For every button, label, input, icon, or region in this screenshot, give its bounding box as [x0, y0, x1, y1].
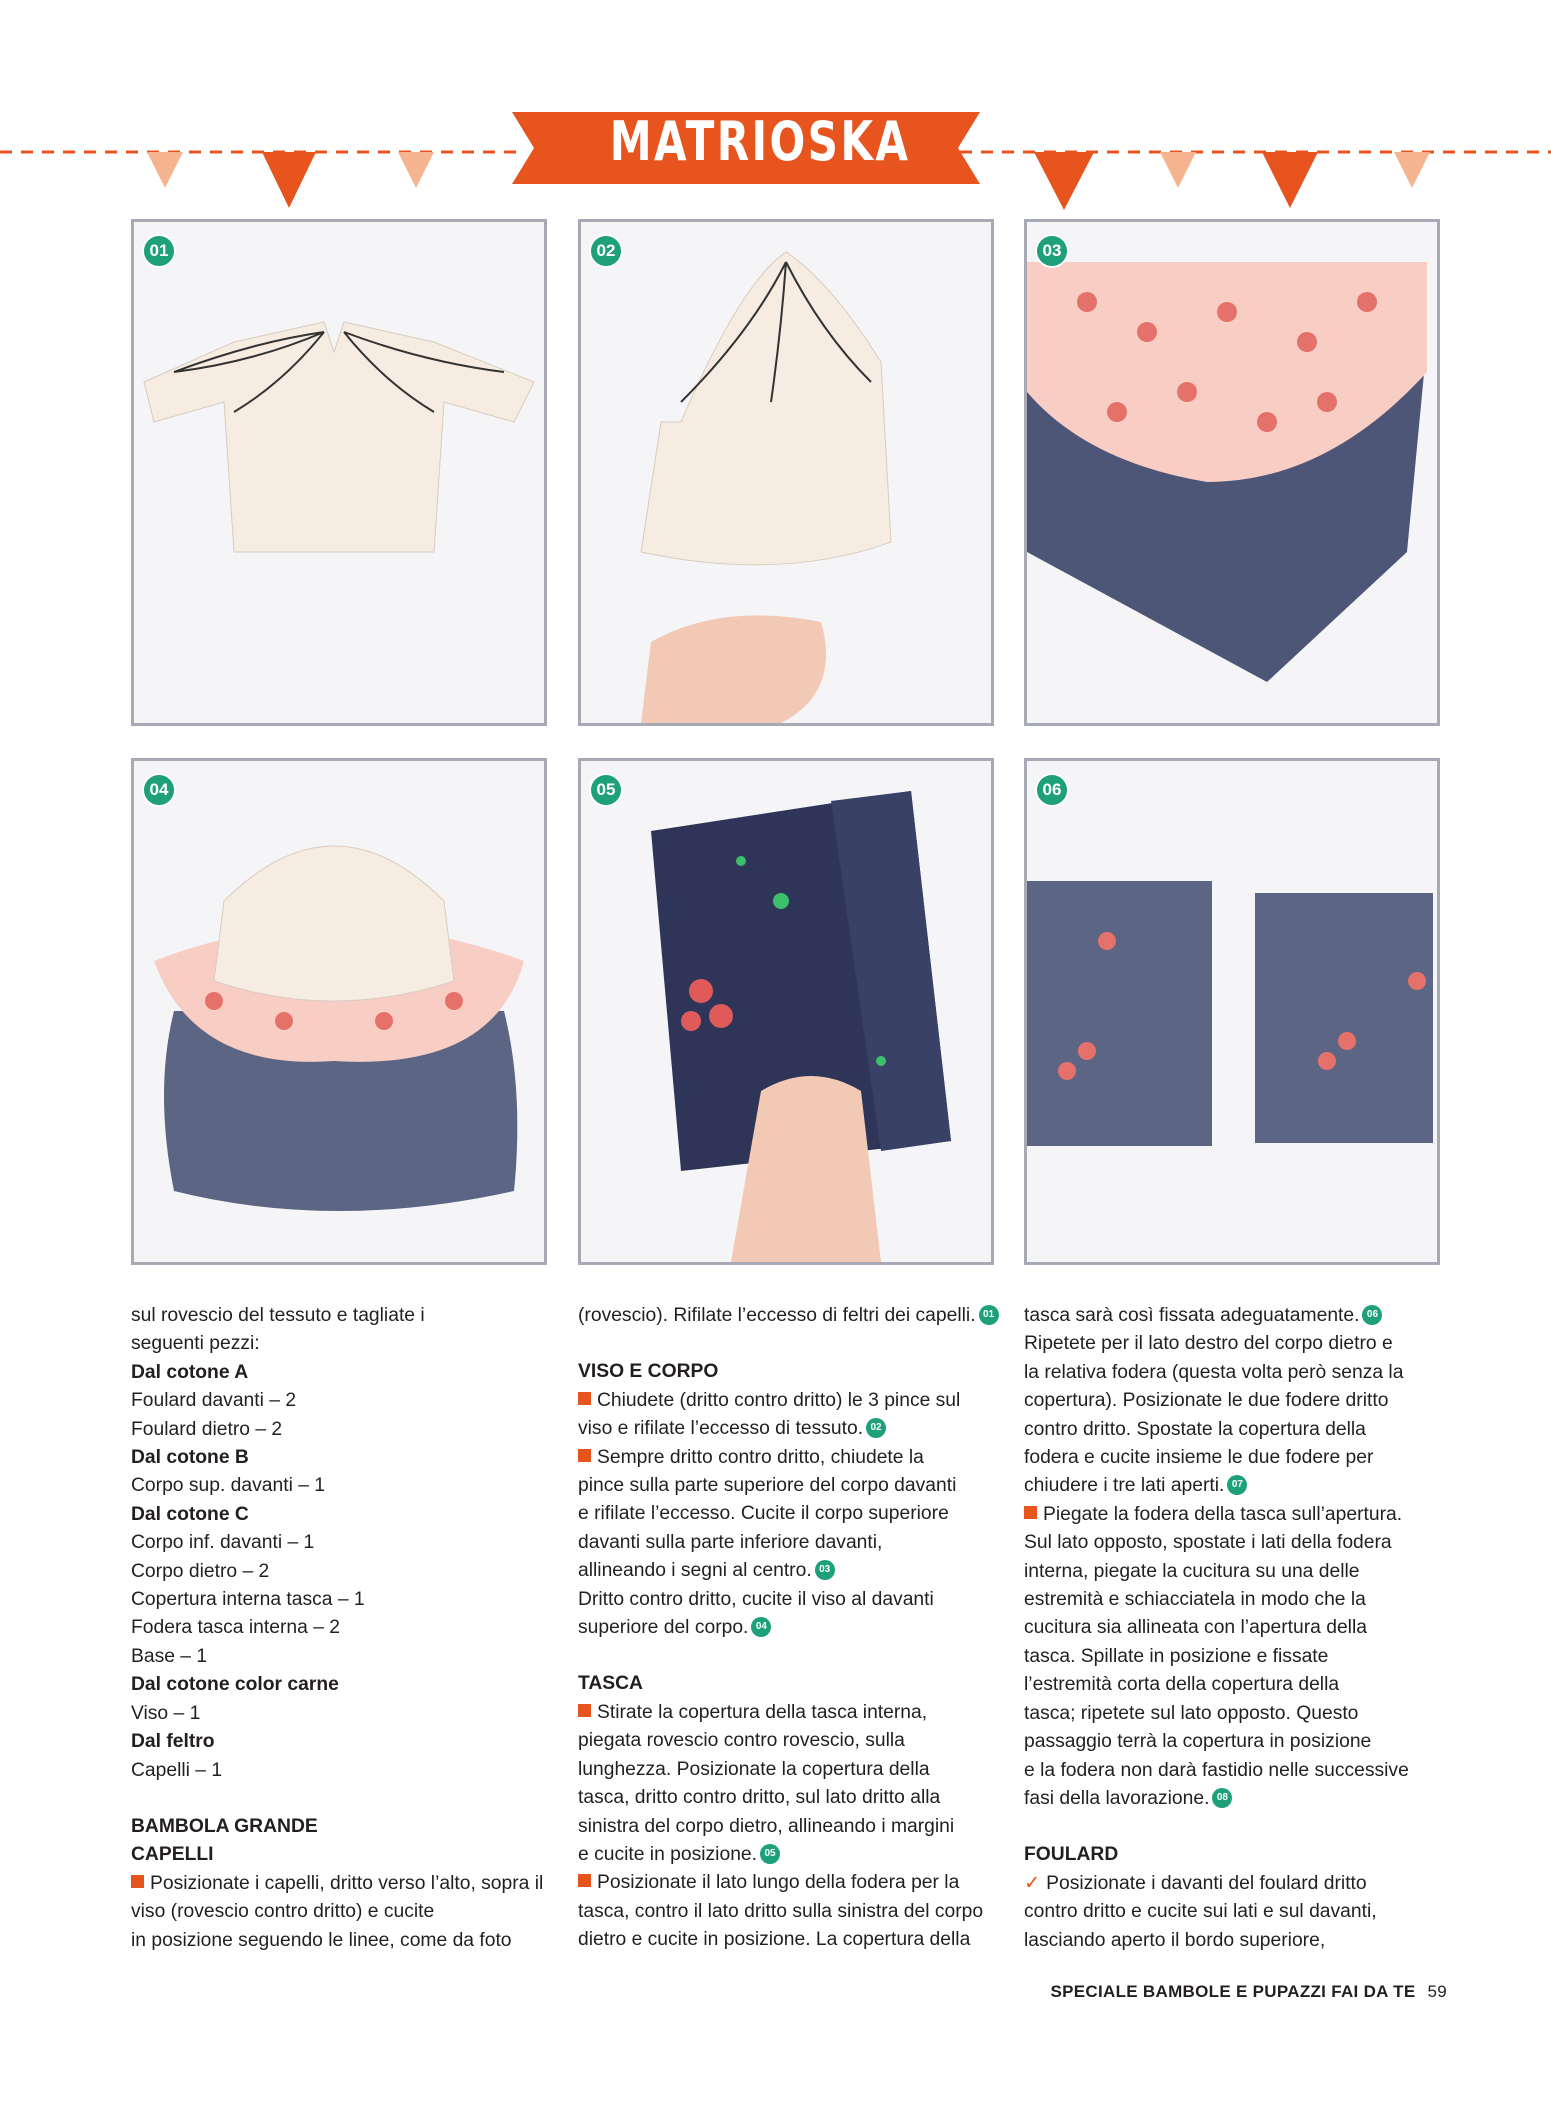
material-heading: Dal cotone C: [131, 1503, 249, 1525]
text-line: Capelli – 1: [131, 1759, 223, 1781]
text-line: Corpo sup. davanti – 1: [131, 1475, 326, 1497]
page-title: MATRIOSKA: [609, 110, 911, 173]
text-line: dietro e cucite in posizione. La copertura della: [578, 1929, 971, 1951]
text-line: lasciando aperto il bordo superiore,: [1024, 1929, 1326, 1951]
text-line: tasca; ripetete sul lato opposto. Questo: [1024, 1702, 1359, 1724]
text-line: Copertura interna tasca – 1: [131, 1589, 365, 1611]
photo-step-05: [578, 758, 994, 1265]
step-ref-badge: 08: [1212, 1788, 1232, 1808]
step-badge: 05: [589, 773, 623, 807]
text-column-1: [131, 1302, 561, 1955]
text-line: viso e rifilate l’eccesso di tessuto.: [578, 1418, 864, 1440]
text-line: Viso – 1: [131, 1702, 201, 1724]
text-line: allineando i segni al centro.: [578, 1560, 812, 1582]
text-line: Posizionate i davanti del foulard dritto: [1046, 1872, 1367, 1894]
text-line: Fodera tasca interna – 2: [131, 1617, 341, 1639]
text-line: sinistra del corpo dietro, allineando i margini: [578, 1815, 955, 1837]
photo-step-03: [1024, 219, 1440, 726]
text-line: lunghezza. Posizionate la copertura della: [578, 1758, 930, 1780]
bullet-square-icon: [131, 1875, 144, 1888]
text-line: interna, piegate la cucitura su una delle: [1024, 1560, 1360, 1582]
text-column-2: [578, 1302, 1008, 1955]
text-line: tasca sarà così fissata adeguatamente.: [1024, 1305, 1360, 1326]
step-ref-badge: 03: [815, 1560, 835, 1580]
step-ref-badge: 01: [979, 1305, 999, 1325]
text-line: Sempre dritto contro dritto, chiudete la: [597, 1446, 924, 1468]
text-line: superiore del corpo.: [578, 1617, 749, 1639]
text-line: (rovescio). Rifilate l’eccesso di feltri dei capelli.: [578, 1305, 976, 1326]
step-badge: 03: [1035, 234, 1069, 268]
checkmark-icon: ✓: [1024, 1872, 1041, 1894]
text-line: Corpo inf. davanti – 1: [131, 1532, 315, 1554]
text-line: pince sulla parte superiore del corpo davanti: [578, 1475, 957, 1497]
material-heading: Dal feltro: [131, 1731, 215, 1753]
text-line: sul rovescio del tessuto e tagliate i: [131, 1305, 425, 1326]
step-ref-badge: 06: [1362, 1305, 1382, 1325]
text-line: la relativa fodera (questa volta però senza la: [1024, 1361, 1404, 1383]
text-line: copertura). Posizionate le due fodere dritto: [1024, 1390, 1389, 1412]
section-heading: FOULARD: [1024, 1844, 1119, 1866]
step-badge: 01: [142, 234, 176, 268]
material-heading: Dal cotone A: [131, 1361, 249, 1383]
text-line: Foulard davanti – 2: [131, 1390, 297, 1412]
text-line: Foulard dietro – 2: [131, 1418, 283, 1440]
text-line: Base – 1: [131, 1645, 208, 1667]
bullet-square-icon: [578, 1449, 591, 1462]
step-badge: 06: [1035, 773, 1069, 807]
text-line: Dritto contro dritto, cucite il viso al davanti: [578, 1588, 934, 1610]
text-line: Piegate la fodera della tasca sull’apertura.: [1043, 1503, 1403, 1525]
text-line: fodera e cucite insieme le due fodere per: [1024, 1447, 1374, 1469]
bullet-square-icon: [578, 1874, 591, 1887]
text-line: seguenti pezzi:: [131, 1333, 260, 1355]
step-ref-badge: 02: [866, 1418, 886, 1438]
step-badge: 04: [142, 773, 176, 807]
material-heading: Dal cotone color carne: [131, 1674, 339, 1696]
text-line: tasca, dritto contro dritto, sul lato dritto alla: [578, 1787, 941, 1809]
text-line: e rifilate l’eccesso. Cucite il corpo superiore: [578, 1503, 949, 1525]
bullet-square-icon: [1024, 1506, 1037, 1519]
text-line: contro dritto. Spostate la copertura della: [1024, 1418, 1366, 1440]
section-heading: VISO E CORPO: [578, 1361, 719, 1383]
text-line: passaggio terrà la copertura in posizione: [1024, 1731, 1372, 1753]
photo-step-01: [131, 219, 547, 726]
bullet-square-icon: [578, 1392, 591, 1405]
bullet-square-icon: [578, 1704, 591, 1717]
text-line: Ripetete per il lato destro del corpo dietro e: [1024, 1333, 1393, 1355]
photo-step-04: [131, 758, 547, 1265]
text-line: Posizionate i capelli, dritto verso l’alto, sopra il: [150, 1872, 544, 1894]
text-line: in posizione seguendo le linee, come da foto: [131, 1929, 512, 1951]
text-line: Chiudete (dritto contro dritto) le 3 pince sul: [597, 1389, 961, 1411]
step-ref-badge: 04: [751, 1617, 771, 1637]
text-line: davanti sulla parte inferiore davanti,: [578, 1531, 883, 1553]
section-heading: CAPELLI: [131, 1844, 214, 1866]
text-line: contro dritto e cucite sui lati e sul davanti,: [1024, 1901, 1377, 1923]
text-line: estremità e schiacciatela in modo che la: [1024, 1589, 1366, 1611]
text-line: tasca. Spillate in posizione e fissate: [1024, 1645, 1329, 1667]
text-line: tasca, contro il lato dritto sulla sinistra del corpo: [578, 1900, 984, 1922]
text-line: l’estremità corta della copertura della: [1024, 1674, 1340, 1696]
page-footer: [1050, 1982, 1447, 2002]
footer-title: SPECIALE BAMBOLE E PUPAZZI FAI DA TE: [1050, 1982, 1416, 2001]
text-line: piegata rovescio contro rovescio, sulla: [578, 1730, 905, 1752]
text-line: cucitura sia allineata con l’apertura della: [1024, 1617, 1367, 1639]
text-line: e la fodera non darà fastidio nelle successive: [1024, 1759, 1409, 1781]
text-line: Sul lato opposto, spostate i lati della fodera: [1024, 1532, 1392, 1554]
text-line: Posizionate il lato lungo della fodera per la: [597, 1872, 960, 1894]
text-line: e cucite in posizione.: [578, 1843, 757, 1865]
text-line: Stirate la copertura della tasca interna,: [597, 1701, 928, 1723]
step-badge: 02: [589, 234, 623, 268]
step-ref-badge: 07: [1227, 1475, 1247, 1495]
text-line: fasi della lavorazione.: [1024, 1787, 1210, 1809]
material-heading: Dal cotone B: [131, 1447, 249, 1469]
photo-step-06: [1024, 758, 1440, 1265]
photo-step-02: [578, 219, 994, 726]
section-heading: BAMBOLA GRANDE: [131, 1815, 318, 1837]
step-ref-badge: 05: [760, 1844, 780, 1864]
section-heading: TASCA: [578, 1673, 643, 1695]
text-line: chiudere i tre lati aperti.: [1024, 1475, 1225, 1497]
text-column-3: [1024, 1302, 1454, 1955]
page-number: 59: [1427, 1982, 1447, 2001]
text-line: Corpo dietro – 2: [131, 1560, 270, 1582]
text-line: viso (rovescio contro dritto) e cucite: [131, 1901, 435, 1923]
